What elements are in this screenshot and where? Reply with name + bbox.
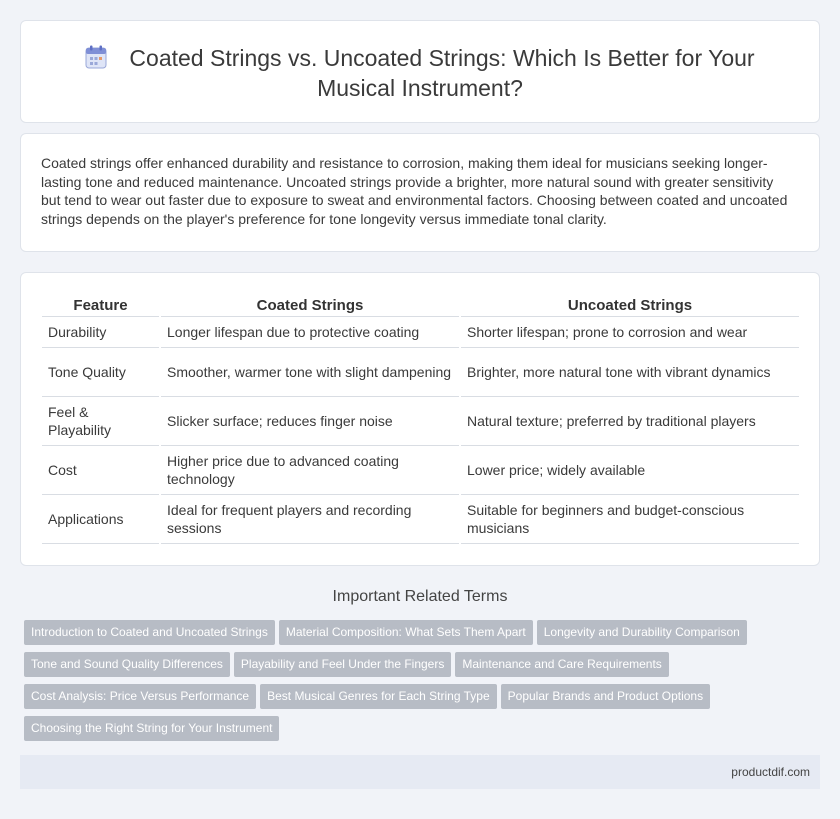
table-cell-feature: Feel & Playability: [42, 397, 160, 446]
related-term-tag[interactable]: Cost Analysis: Price Versus Performance: [24, 684, 256, 709]
comparison-table: [42, 293, 799, 544]
related-term-tag[interactable]: Tone and Sound Quality Differences: [24, 652, 230, 677]
related-term-tag[interactable]: Popular Brands and Product Options: [501, 684, 710, 709]
related-terms-heading: Important Related Terms: [332, 588, 508, 605]
table-cell-coated: Higher price due to advanced coating technology: [160, 446, 460, 495]
table-row: [42, 495, 799, 544]
table-header-row: [42, 293, 799, 317]
table-cell-feature: Tone Quality: [42, 348, 160, 397]
column-header-uncoated: Uncoated Strings: [460, 293, 799, 317]
related-terms-list: [24, 620, 824, 748]
related-term-tag[interactable]: Introduction to Coated and Uncoated Strings: [24, 620, 275, 645]
table-cell-uncoated: Natural texture; preferred by traditional players: [460, 397, 799, 446]
page-title: Coated Strings vs. Uncoated Strings: Which Is Better for Your Musical Instrument?: [129, 45, 755, 101]
table-cell-uncoated: Suitable for beginners and budget-conscious musicians: [460, 495, 799, 544]
table-row: [42, 397, 799, 446]
table-row: [42, 348, 799, 397]
related-term-tag[interactable]: Material Composition: What Sets Them Apart: [279, 620, 533, 645]
site-link[interactable]: productdif.com: [731, 765, 810, 779]
comparison-card: [20, 272, 820, 566]
table-cell-uncoated: Shorter lifespan; prone to corrosion and wear: [460, 317, 799, 348]
related-term-tag[interactable]: Maintenance and Care Requirements: [455, 652, 668, 677]
table-cell-coated: Smoother, warmer tone with slight dampening: [160, 348, 460, 397]
table-cell-coated: Slicker surface; reduces finger noise: [160, 397, 460, 446]
related-term-tag[interactable]: Best Musical Genres for Each String Type: [260, 684, 497, 709]
related-term-tag[interactable]: Choosing the Right String for Your Instrument: [24, 716, 279, 741]
related-term-tag[interactable]: Playability and Feel Under the Fingers: [234, 652, 451, 677]
calendar-icon: [85, 45, 107, 69]
column-header-feature: Feature: [42, 293, 160, 317]
table-cell-uncoated: Brighter, more natural tone with vibrant dynamics: [460, 348, 799, 397]
summary-text: Coated strings offer enhanced durability and resistance to corrosion, making them ideal for musicians seeking longer-lasting tone and reduced maintenance. Uncoated strings provide a brighter, more natural sound with greater sensitivity but tend to wear out faster due to exposure to sweat and environmental factors. Choosing between coated and uncoated strings depends on the player's preference for tone longevity versus immediate tonal clarity.: [41, 155, 788, 227]
footer: [20, 755, 820, 789]
summary-card: [20, 133, 820, 252]
table-row: [42, 317, 799, 348]
page-title-wrap: [21, 43, 819, 103]
title-card: [20, 20, 820, 123]
table-cell-coated: Ideal for frequent players and recording sessions: [160, 495, 460, 544]
table-row: [42, 446, 799, 495]
table-cell-feature: Durability: [42, 317, 160, 348]
related-term-tag[interactable]: Longevity and Durability Comparison: [537, 620, 747, 645]
table-cell-feature: Cost: [42, 446, 160, 495]
column-header-coated: Coated Strings: [160, 293, 460, 317]
table-cell-uncoated: Lower price; widely available: [460, 446, 799, 495]
table-cell-coated: Longer lifespan due to protective coating: [160, 317, 460, 348]
table-cell-feature: Applications: [42, 495, 160, 544]
